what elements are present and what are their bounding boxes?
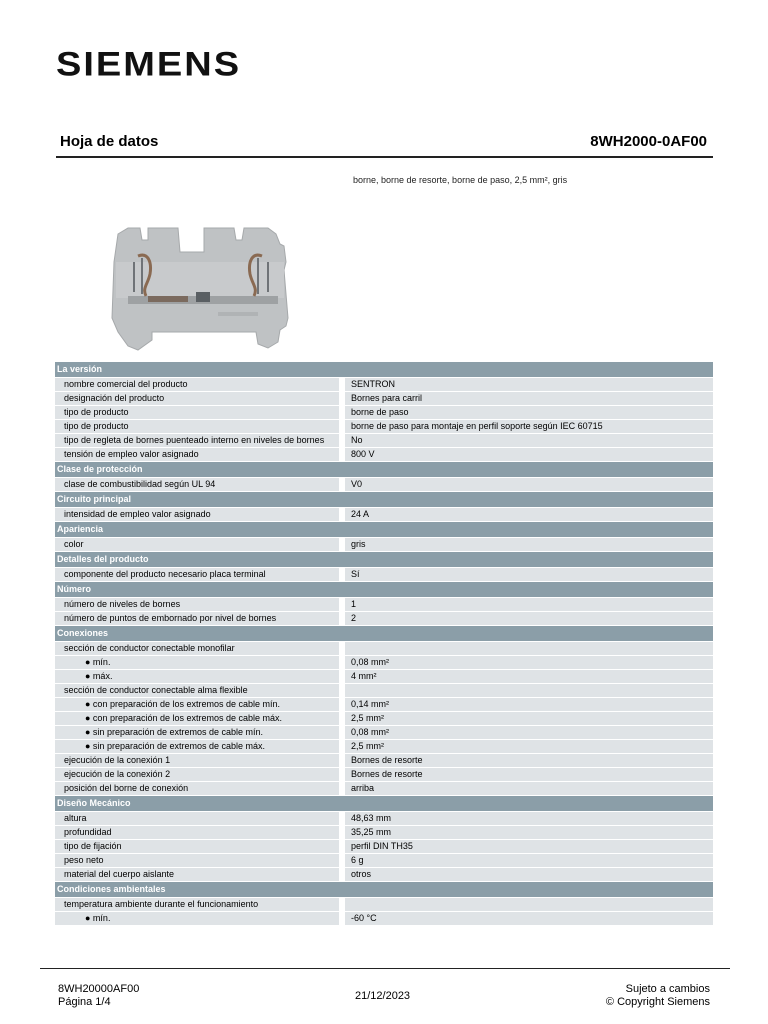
spec-row xyxy=(55,826,713,839)
spec-value: Bornes de resorte xyxy=(345,754,713,767)
footer-code: 8WH20000AF00 xyxy=(58,983,140,995)
spec-row xyxy=(55,448,713,461)
spec-group-row xyxy=(55,898,713,911)
spec-row xyxy=(55,508,713,521)
footer-divider xyxy=(40,968,730,969)
spec-label: material del cuerpo aislante xyxy=(55,868,345,881)
spec-label: tipo de regleta de bornes puenteado interno en niveles de bornes xyxy=(55,434,345,447)
spec-value: No xyxy=(345,434,713,447)
spec-label: componente del producto necesario placa terminal xyxy=(55,568,345,581)
spec-row xyxy=(55,598,713,611)
section-header xyxy=(55,552,713,567)
spec-row xyxy=(55,568,713,581)
spec-group-label: temperatura ambiente durante el funcionamiento xyxy=(55,898,345,911)
spec-row xyxy=(55,612,713,625)
spec-value: borne de paso para montaje en perfil soporte según IEC 60715 xyxy=(345,420,713,433)
terminal-block-image xyxy=(108,222,298,354)
spec-row xyxy=(55,854,713,867)
spec-label: tipo de fijación xyxy=(55,840,345,853)
spec-group-row xyxy=(55,642,713,655)
spec-value: 800 V xyxy=(345,448,713,461)
spec-label: posición del borne de conexión xyxy=(55,782,345,795)
spec-value: 35,25 mm xyxy=(345,826,713,839)
spec-row xyxy=(55,740,713,753)
spec-value: otros xyxy=(345,868,713,881)
spec-label: número de niveles de bornes xyxy=(55,598,345,611)
spec-row xyxy=(55,698,713,711)
section-header xyxy=(55,796,713,811)
spec-value: 2,5 mm² xyxy=(345,740,713,753)
section-title: Diseño Mecánico xyxy=(55,796,713,811)
spec-value: 48,63 mm xyxy=(345,812,713,825)
spec-value xyxy=(345,684,713,697)
spec-row xyxy=(55,868,713,881)
spec-label: clase de combustibilidad según UL 94 xyxy=(55,478,345,491)
spec-row xyxy=(55,670,713,683)
spec-value: 0,08 mm² xyxy=(345,656,713,669)
spec-value: Sí xyxy=(345,568,713,581)
spec-value: arriba xyxy=(345,782,713,795)
spec-label: tipo de producto xyxy=(55,406,345,419)
spec-value: perfil DIN TH35 xyxy=(345,840,713,853)
spec-value: 2 xyxy=(345,612,713,625)
spec-row xyxy=(55,378,713,391)
spec-value: 4 mm² xyxy=(345,670,713,683)
spec-value: 24 A xyxy=(345,508,713,521)
spec-label: ejecución de la conexión 2 xyxy=(55,768,345,781)
section-header xyxy=(55,582,713,597)
spec-value: 0,14 mm² xyxy=(345,698,713,711)
section-header xyxy=(55,362,713,377)
spec-label: ● con preparación de los extremos de cable máx. xyxy=(55,712,345,725)
spec-label: tensión de empleo valor asignado xyxy=(55,448,345,461)
spec-label: tipo de producto xyxy=(55,420,345,433)
product-code: 8WH2000-0AF00 xyxy=(590,133,707,150)
section-title: Conexiones xyxy=(55,626,713,641)
section-header xyxy=(55,626,713,641)
spec-label: nombre comercial del producto xyxy=(55,378,345,391)
spec-row xyxy=(55,812,713,825)
spec-label: altura xyxy=(55,812,345,825)
section-title: Circuito principal xyxy=(55,492,713,507)
spec-value: 1 xyxy=(345,598,713,611)
spec-value: -60 °C xyxy=(345,912,713,925)
spec-row xyxy=(55,768,713,781)
footer-page: Página 1/4 xyxy=(58,996,111,1008)
footer-copyright: © Copyright Siemens xyxy=(605,996,710,1008)
spec-label: ● sin preparación de extremos de cable mín. xyxy=(55,726,345,739)
footer-date: 21/12/2023 xyxy=(355,990,411,1002)
spec-row xyxy=(55,434,713,447)
spec-label: ● mín. xyxy=(55,912,345,925)
spec-value: V0 xyxy=(345,478,713,491)
spec-table xyxy=(55,361,713,926)
siemens-logo: SIEMENS xyxy=(56,46,242,84)
spec-row xyxy=(55,712,713,725)
spec-label: ● con preparación de los extremos de cable mín. xyxy=(55,698,345,711)
spec-group-row xyxy=(55,684,713,697)
spec-group-label: sección de conductor conectable alma flexible xyxy=(55,684,345,697)
spec-label: color xyxy=(55,538,345,551)
section-title: Condiciones ambientales xyxy=(55,882,713,897)
spec-row xyxy=(55,656,713,669)
spec-value xyxy=(345,642,713,655)
spec-label: número de puntos de embornado por nivel de bornes xyxy=(55,612,345,625)
section-header xyxy=(55,492,713,507)
section-title: Número xyxy=(55,582,713,597)
spec-value xyxy=(345,898,713,911)
spec-value: borne de paso xyxy=(345,406,713,419)
spec-label: designación del producto xyxy=(55,392,345,405)
spec-value: gris xyxy=(345,538,713,551)
spec-row xyxy=(55,754,713,767)
spec-value: 2,5 mm² xyxy=(345,712,713,725)
header-divider xyxy=(56,156,713,158)
spec-label: ● máx. xyxy=(55,670,345,683)
spec-row xyxy=(55,782,713,795)
section-title: Clase de protección xyxy=(55,462,713,477)
spec-label: ● sin preparación de extremos de cable máx. xyxy=(55,740,345,753)
section-header xyxy=(55,882,713,897)
spec-row xyxy=(55,912,713,925)
section-title: Apariencia xyxy=(55,522,713,537)
footer-right xyxy=(606,983,710,1009)
spec-row xyxy=(55,478,713,491)
spec-value: 6 g xyxy=(345,854,713,867)
spec-value: SENTRON xyxy=(345,378,713,391)
spec-value: 0,08 mm² xyxy=(345,726,713,739)
footer-left xyxy=(58,983,139,1009)
spec-label: ● mín. xyxy=(55,656,345,669)
spec-label: profundidad xyxy=(55,826,345,839)
section-header xyxy=(55,522,713,537)
spec-value: Bornes de resorte xyxy=(345,768,713,781)
footer-note-changes: Sujeto a cambios xyxy=(625,983,710,995)
spec-row xyxy=(55,538,713,551)
section-title: Detalles del producto xyxy=(55,552,713,567)
document-header xyxy=(56,133,713,155)
spec-label: peso neto xyxy=(55,854,345,867)
spec-value: Bornes para carril xyxy=(345,392,713,405)
page-title: Hoja de datos xyxy=(60,133,159,150)
spec-group-label: sección de conductor conectable monofilar xyxy=(55,642,345,655)
section-title: La versión xyxy=(55,362,713,377)
spec-row xyxy=(55,392,713,405)
spec-row xyxy=(55,406,713,419)
spec-row xyxy=(55,840,713,853)
spec-row xyxy=(55,726,713,739)
spec-label: intensidad de empleo valor asignado xyxy=(55,508,345,521)
spec-label: ejecución de la conexión 1 xyxy=(55,754,345,767)
product-description: borne, borne de resorte, borne de paso, 2,5 mm², gris xyxy=(353,175,568,185)
spec-row xyxy=(55,420,713,433)
section-header xyxy=(55,462,713,477)
